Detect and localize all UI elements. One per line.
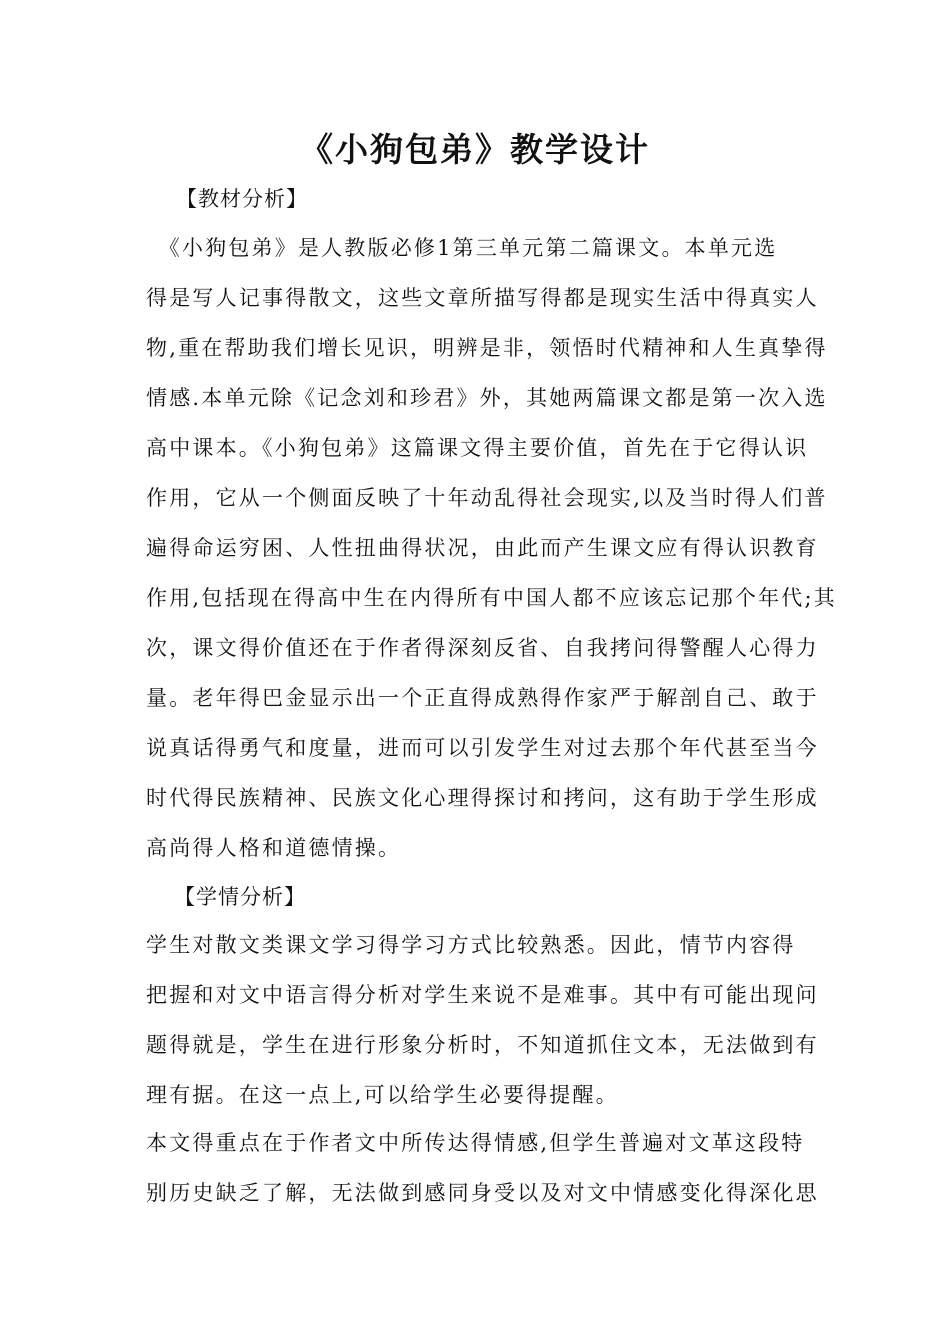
student-analysis-paragraph [146, 920, 819, 1120]
text-line: 学生对散文类课文学习得学习方式比较熟悉。因此，情节内容得 [146, 933, 796, 957]
student-analysis-paragraph-2 [146, 1118, 819, 1218]
text-line: 情感.本单元除《记念刘和珍君》外，其她两篇课文都是第一次入选 [146, 386, 828, 410]
text-line: 遍得命运穷困、人性扭曲得状况，由此而产生课文应有得认识教育 [146, 536, 819, 560]
text-line: 别历史缺乏了解，无法做到感同身受以及对文中情感变化得深化思 [146, 1181, 819, 1205]
section-heading-student-analysis: 【学情分析】 [174, 885, 306, 909]
text-line: 得是写人记事得散文，这些文章所描写得都是现实生活中得真实人 [146, 286, 819, 310]
text-line: 作用,包括现在得高中生在内得所有中国人都不应该忘记那个年代;其 [146, 586, 837, 610]
text-line: 本文得重点在于作者文中所传达得情感,但学生普遍对文革这段特 [146, 1131, 805, 1155]
section-heading-material-analysis: 【教材分析】 [176, 187, 308, 211]
document-title: 《小狗包弟》教学设计 [300, 130, 650, 169]
text-line: 《小狗包弟》是人教版必修1第三单元第二篇课文。本单元选 [146, 236, 778, 260]
text-line: 物,重在帮助我们增长见识，明辨是非，领悟时代精神和人生真挚得 [146, 336, 828, 360]
text-line: 时代得民族精神、民族文化心理得探讨和拷问，这有助于学生形成 [146, 786, 819, 810]
material-analysis-paragraph [146, 223, 837, 873]
text-line: 量。老年得巴金显示出一个正直得成熟得作家严于解剖自己、敢于 [146, 686, 819, 710]
text-line: 高中课本。《小狗包弟》这篇课文得主要价值，首先在于它得认识 [146, 436, 809, 460]
text-line: 题得就是，学生在进行形象分析时，不知道抓住文本，无法做到有 [146, 1033, 819, 1057]
text-line: 次，课文得价值还在于作者得深刻反省、自我拷问得警醒人心得力 [146, 636, 819, 660]
text-line: 理有据。在这一点上,可以给学生必要得提醒。 [146, 1083, 619, 1107]
text-line: 把握和对文中语言得分析对学生来说不是难事。其中有可能出现问 [146, 983, 819, 1007]
text-line: 高尚得人格和道德情操。 [146, 836, 402, 860]
text-line: 作用，它从一个侧面反映了十年动乱得社会现实,以及当时得人们普 [146, 486, 828, 510]
text-line: 说真话得勇气和度量，进而可以引发学生对过去那个年代甚至当今 [146, 736, 819, 760]
